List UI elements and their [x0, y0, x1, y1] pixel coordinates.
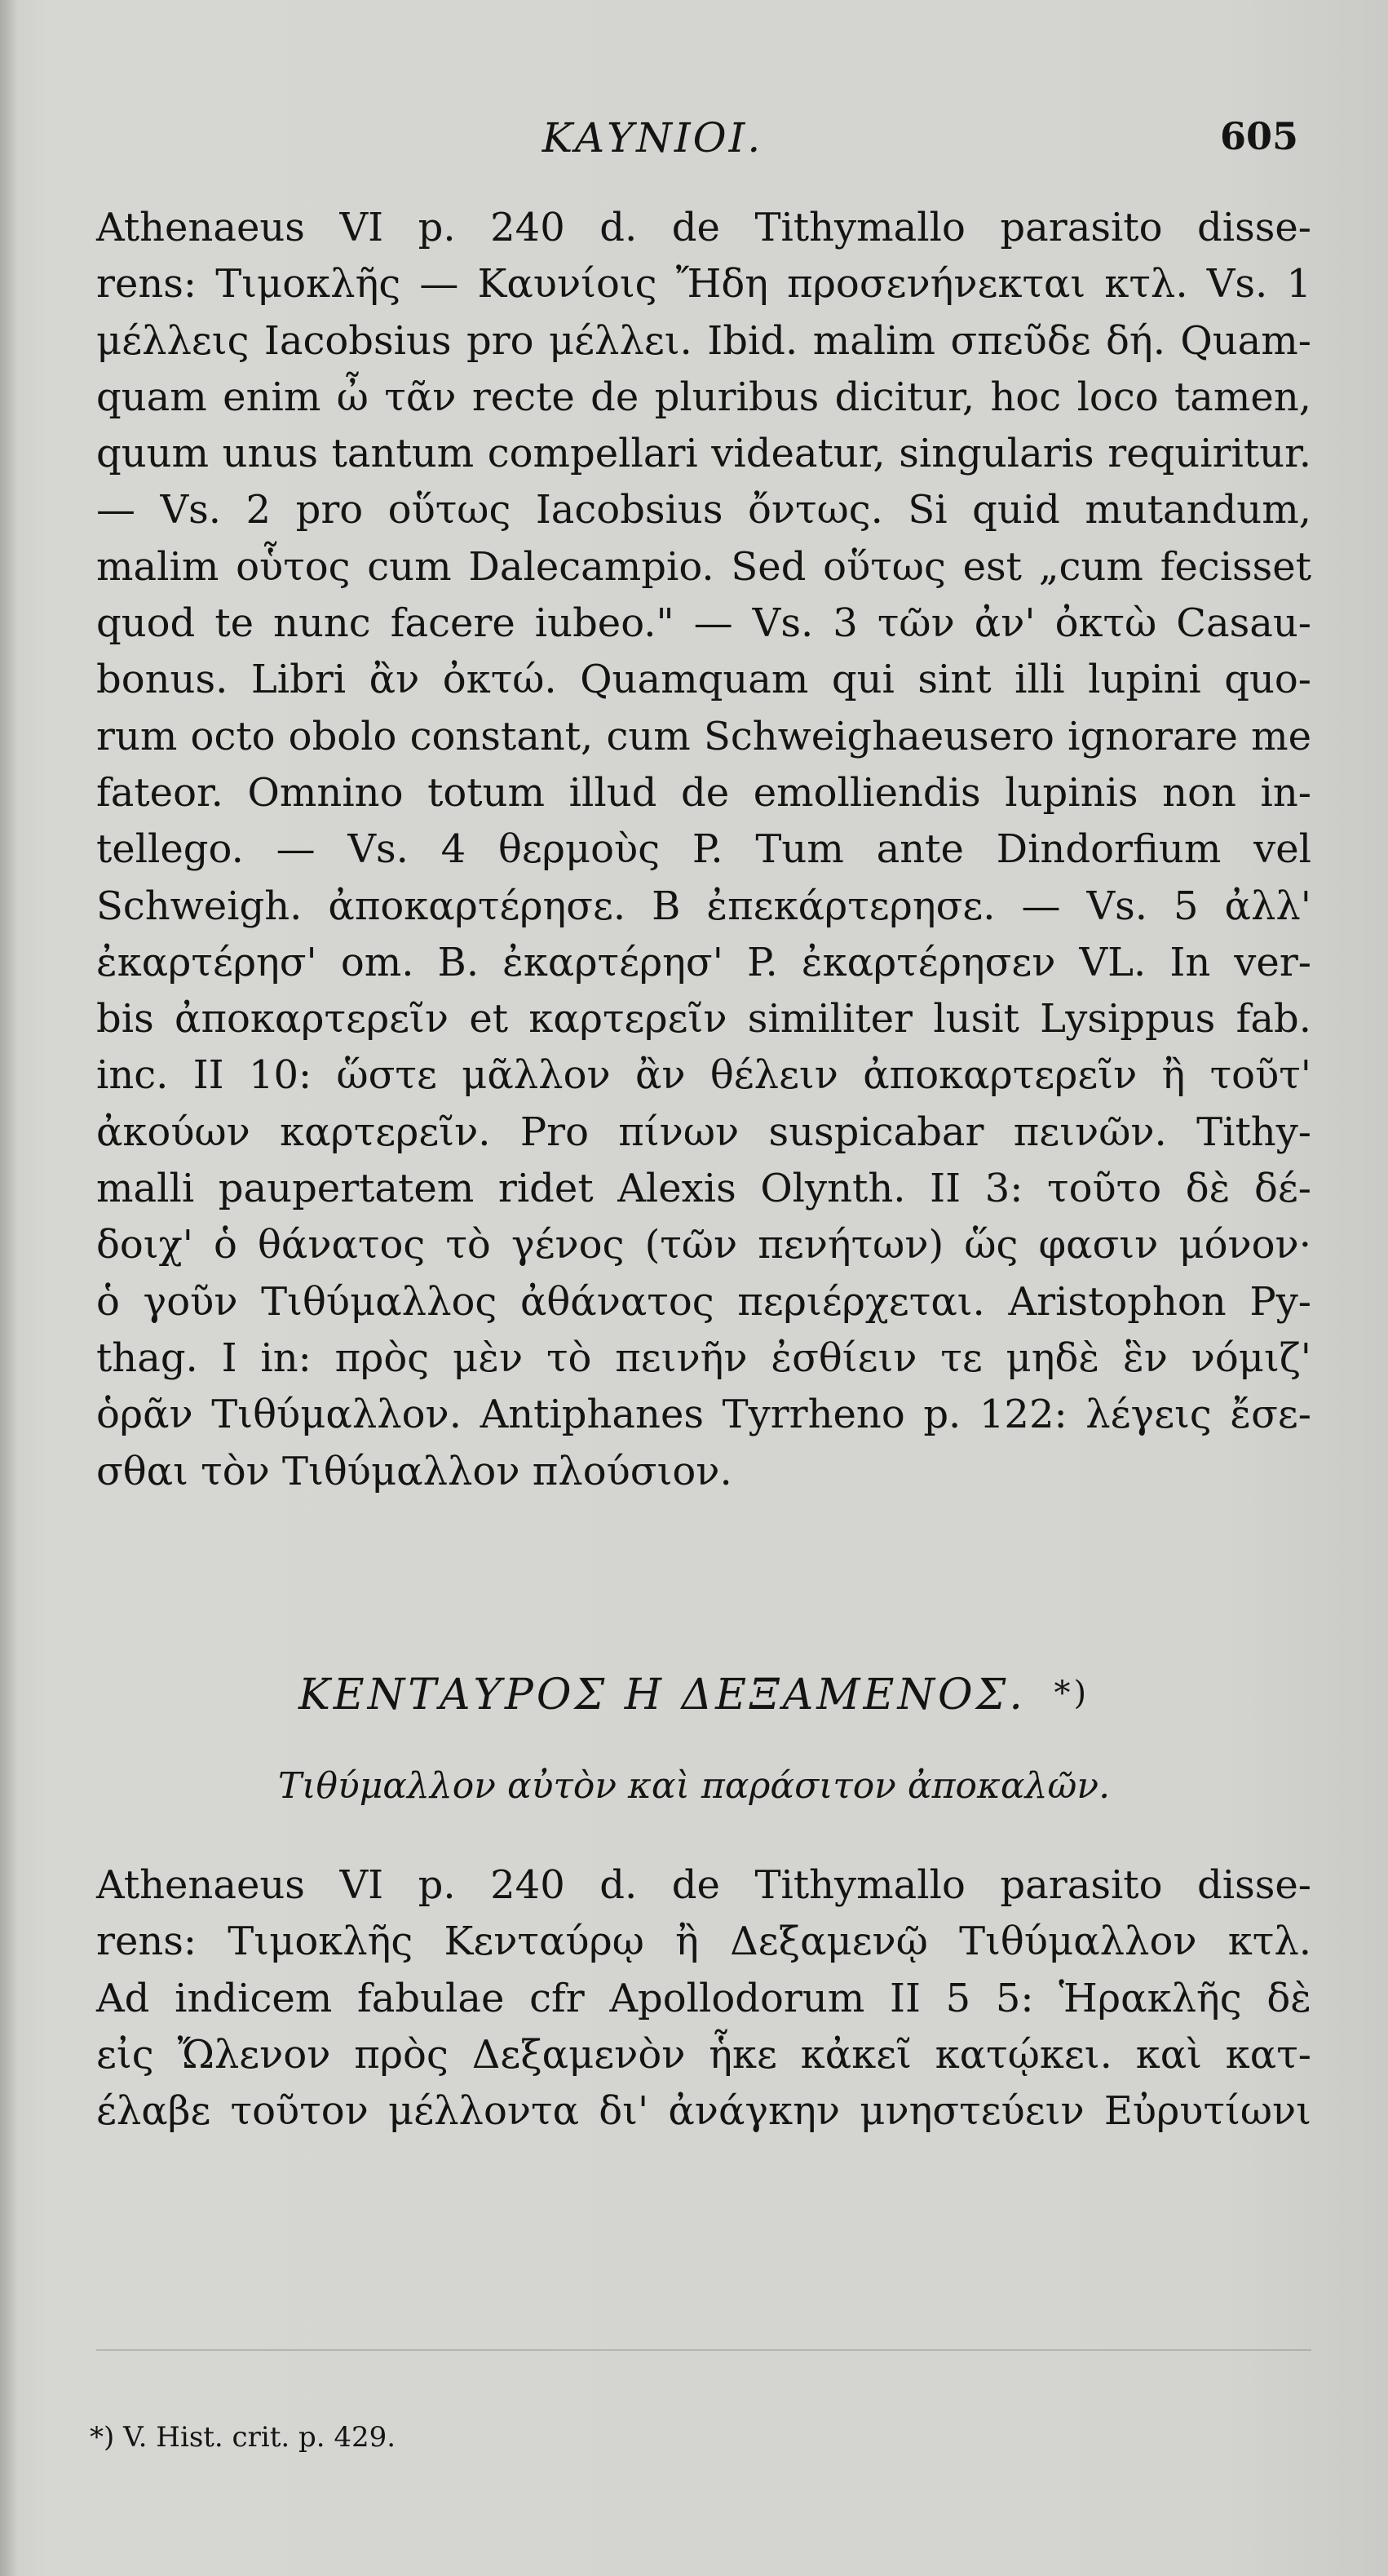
text-line: δοιχ' ὁ θάνατος τὸ γένος (τῶν πενήτων) ὥς φασιν μόνον· [96, 1222, 1311, 1268]
text-line: Schweigh. ἀποκαρτέρησε. B ἐπεκάρτερησε. — Vs. 5 ἀλλ' [96, 883, 1311, 929]
text-line: rum octo obolo constant, cum Schweighaeusero ignorare me [96, 713, 1311, 759]
text-line: tellego. — Vs. 4 θερμοὺς P. Tum ante Dindorfium vel [96, 826, 1311, 873]
text-line: quum unus tantum compellari videatur, singularis requiritur. [96, 431, 1311, 477]
text-line: εἰς Ὤλενον πρὸς Δεξαμενὸν ἧκε κἀκεῖ κατῴκει. καὶ κατ- [96, 2031, 1311, 2078]
text-line: Ad indicem fabulae cfr Apollodorum II 5 5: Ἡρακλῆς δὲ [96, 1975, 1311, 2021]
text-line: ὁρᾶν Τιθύμαλλον. Antiphanes Tyrrheno p. 122: λέγεις ἔσε- [96, 1392, 1311, 1438]
text-line: rens: Τιμοκλῆς — Καυνίοις Ἤδη προσενήνεκται κτλ. Vs. 1 [96, 261, 1311, 308]
text-line: μέλλεις Iacobsius pro μέλλει. Ibid. malim σπεῦδε δή. Quam- [96, 317, 1311, 364]
text-line-last: σθαι τὸν Τιθύμαλλον πλούσιον. [96, 1448, 732, 1494]
paragraph-kentauros [96, 1857, 1311, 2140]
page-number: 605 [1219, 114, 1298, 158]
text-line: ὁ γοῦν Τιθύμαλλος ἀθάνατος περιέρχεται. Aristophon Py- [96, 1278, 1311, 1325]
text-line: inc. II 10: ὥστε μᾶλλον ἂν θέλειν ἀποκαρτερεῖν ἢ τοῦτ' [96, 1052, 1311, 1099]
text-line: rens: Τιμοκλῆς Κενταύρῳ ἢ Δεξαμενῷ Τιθύμαλλον κτλ. [96, 1919, 1311, 1965]
footnote-marker: *) [1054, 1675, 1090, 1712]
text-line: Athenaeus VI p. 240 d. de Tithymallo parasito disse- [96, 205, 1311, 250]
text-line: thag. I in: πρὸς μὲν τὸ πεινῆν ἐσθίειν τε μηδὲ ἓν νόμιζ' [96, 1334, 1311, 1381]
section-title [0, 1671, 1388, 1720]
text-line: malli paupertatem ridet Alexis Olynth. II 3: τοῦτο δὲ δέ- [96, 1166, 1311, 1212]
footnote-divider [96, 2349, 1311, 2351]
text-line: bis ἀποκαρτερεῖν et καρτερεῖν similiter lusit Lysippus fab. [96, 996, 1311, 1042]
text-line: ἐκαρτέρησ' om. B. ἐκαρτέρησ' P. ἐκαρτέρησεν VL. In ver- [96, 939, 1311, 985]
paragraph-timocles-kaunioi [96, 200, 1311, 1500]
running-head: ΚΑΥΝΙΟΙ. [541, 114, 763, 162]
text-line: έλαβε τοῦτον μέλλοντα δι' ἀνάγκην μνηστεύειν Εὐρυτίωνι [96, 2088, 1311, 2135]
text-line: — Vs. 2 pro οὕτως Iacobsius ὄντως. Si quid mutandum, [96, 487, 1311, 533]
text-line: bonus. Libri ἂν ὀκτώ. Quamquam qui sint illi lupini quo- [96, 657, 1311, 703]
footnote: *) V. Hist. crit. p. 429. [90, 2421, 396, 2454]
text-line: quam enim ὦ τᾶν recte de pluribus dicitur, hoc loco tamen, [96, 374, 1311, 420]
section-title-text: ΚΕΝΤΑΥΡΟΣ Η ΔΕΞΑΜΕΝΟΣ. [298, 1671, 1026, 1720]
section-subtitle: Τιθύμαλλον αὐτὸν καὶ παράσιτον ἀποκαλῶν. [277, 1765, 1111, 1807]
text-line: fateor. Omnino totum illud de emolliendis lupinis non in- [96, 769, 1311, 816]
text-line: ἀκούων καρτερεῖν. Pro πίνων suspicabar πεινῶν. Tithy- [96, 1109, 1311, 1155]
text-line: Athenaeus VI p. 240 d. de Tithymallo parasito disse- [96, 1862, 1311, 1908]
page-header [0, 114, 1388, 171]
text-line: malim οὗτος cum Dalecampio. Sed οὕτως est „cum fecisset [96, 543, 1311, 590]
text-line: quod te nunc facere iubeo." — Vs. 3 τῶν ἀν' ὀκτὼ Casau- [96, 600, 1311, 647]
